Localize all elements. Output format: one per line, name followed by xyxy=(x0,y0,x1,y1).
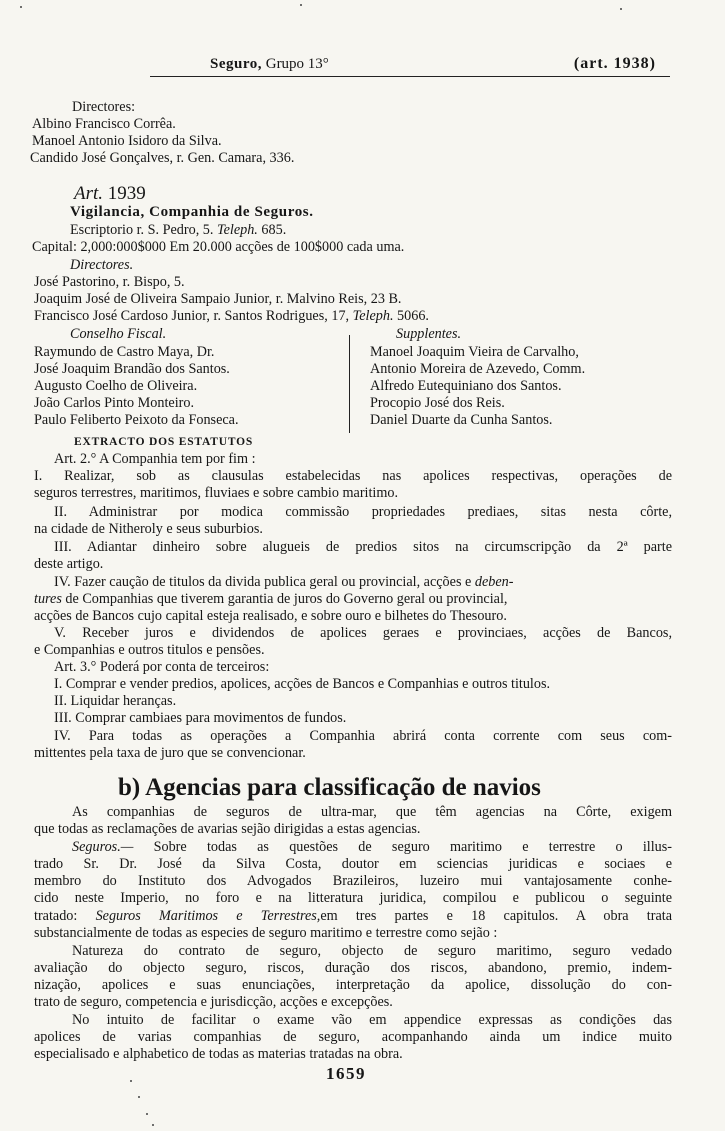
scan-speck xyxy=(138,1096,140,1098)
statute-line-text: de Companhias que tiverem garantia de juros do Governo geral ou provincial, xyxy=(65,591,508,607)
section-paragraph-line: nização, apolices e suas enunciações, interpretação da apolice, dissolução do con- xyxy=(34,977,672,993)
article-heading xyxy=(74,183,146,205)
statute-line: deste artigo. xyxy=(34,556,104,572)
statute-line: seguros terrestres, maritimos, fluviaes e sobre cambio maritimo. xyxy=(34,485,399,501)
director-line: Joaquim José de Oliveira Sampaio Junior, r. Malvino Reis, 23 B. xyxy=(34,291,402,307)
fiscal-member: José Joaquim Brandão dos Santos. xyxy=(34,361,230,377)
statute-line: II. Administrar por modica commissão propriedades prediaes, sitas nesta côrte, xyxy=(54,504,672,520)
scan-speck xyxy=(152,1124,154,1126)
section-paragraph-line: que todas as reclamações de avarias sejão dirigidas a estas agencias. xyxy=(34,821,421,837)
fiscal-member: Raymundo de Castro Maya, Dr. xyxy=(34,344,215,360)
prev-director-line: Candido José Gonçalves, r. Gen. Camara, 336. xyxy=(30,150,295,166)
director-teleph-label: Teleph. xyxy=(352,308,394,324)
supplente-member: Daniel Duarte da Cunha Santos. xyxy=(370,412,553,428)
statute-line: I. Realizar, sob as clausulas estabelecidas nas apolices respectivas, operações de xyxy=(34,468,672,484)
section-paragraph-line: As companhias de seguros de ultra-mar, que têm agencias na Côrte, exigem xyxy=(72,804,672,820)
header-article-ref: (art. 1938) xyxy=(573,55,656,72)
section-paragraph-text: Sobre todas as questões de seguro maritimo e terrestre o illus- xyxy=(153,839,673,855)
fiscal-member: Augusto Coelho de Oliveira. xyxy=(34,378,198,394)
director-line xyxy=(34,308,429,324)
debentures-word-end: tures xyxy=(34,591,62,607)
statute-line: Art. 3.° Poderá por conta de terceiros: xyxy=(54,659,270,675)
director-line-text: Francisco José Cardoso Junior, r. Santos Rodrigues, 17, xyxy=(34,308,350,324)
section-paragraph-line: especialisado e alphabetico de todas as materias tratadas na obra. xyxy=(34,1046,403,1062)
scan-speck xyxy=(620,8,622,10)
section-paragraph-line: trado Sr. Dr. José da Silva Costa, doutor em sciencias juridicas e sociaes e xyxy=(34,856,672,872)
tratado-label: tratado: xyxy=(34,908,78,924)
statute-line: IV. Para todas as operações a Companhia abrirá conta corrente com seus com- xyxy=(54,728,672,744)
supplentes-heading: Supplentes. xyxy=(396,326,462,342)
section-paragraph-line: avaliação do objecto seguro, riscos, duração dos riscos, abandono, premio, indem- xyxy=(34,960,672,976)
section-paragraph-text: em tres partes e 18 capitulos. A obra trata xyxy=(320,908,673,924)
supplente-member: Alfredo Eutequiniano dos Santos. xyxy=(370,378,562,394)
section-paragraph-line: apolices de varias companhias de seguro, acompanhando ainda um indice muito xyxy=(34,1029,672,1045)
running-header xyxy=(150,52,670,77)
section-paragraph-line: trato de seguro, competencia e jurisdicção, acções e excepções. xyxy=(34,994,393,1010)
company-capital: Capital: 2,000:000$000 Em 20.000 acções de 100$000 cada uma. xyxy=(32,239,405,255)
book-title: Seguros Maritimos e Terrestres, xyxy=(95,908,321,924)
scan-speck xyxy=(300,4,302,6)
section-paragraph-line xyxy=(72,839,672,855)
office-address: Escriptorio r. S. Pedro, 5. xyxy=(70,222,214,238)
scan-speck xyxy=(146,1113,148,1115)
section-paragraph-line: No intuito de facilitar o exame vão em appendice expressas as condições das xyxy=(72,1012,672,1028)
column-divider xyxy=(349,335,350,433)
company-office xyxy=(70,222,286,238)
page-number: 1659 xyxy=(326,1064,366,1083)
office-teleph-label: Teleph. xyxy=(217,222,258,238)
statute-line: III. Adiantar dinheiro sobre alugueis de predios sitos na circumscripção da 2ª parte xyxy=(54,539,672,555)
office-teleph-number: 685. xyxy=(261,222,287,238)
fiscal-member: João Carlos Pinto Monteiro. xyxy=(34,395,194,411)
scan-speck xyxy=(20,6,22,8)
article-number: 1939 xyxy=(107,183,146,204)
statute-line xyxy=(34,591,507,607)
section-title: b) Agencias para classificação de navios xyxy=(118,774,541,801)
statutes-heading: EXTRACTO DOS ESTATUTOS xyxy=(74,436,254,448)
seguros-lead: Seguros.— xyxy=(72,839,134,855)
article-label: Art. xyxy=(74,183,104,204)
section-paragraph-line: membro do Instituto dos Advogados Brazileiros, luzeiro mui vantajosamente conhe- xyxy=(34,873,672,889)
section-paragraph-line xyxy=(34,908,672,924)
prev-director-line: Albino Francisco Corrêa. xyxy=(32,116,176,132)
directors-heading: Directores. xyxy=(70,257,134,273)
supplente-member: Antonio Moreira de Azevedo, Comm. xyxy=(370,361,586,377)
section-paragraph-line: substancialmente de todas as especies de seguro maritimo e terrestre como sejão : xyxy=(34,925,498,941)
company-name: Vigilancia, Companhia de Seguros. xyxy=(70,204,314,220)
supplente-member: Manoel Joaquim Vieira de Carvalho, xyxy=(370,344,579,360)
header-title-bold: Seguro, xyxy=(210,56,262,72)
statute-line: na cidade de Nitheroly e seus suburbios. xyxy=(34,521,263,537)
statute-line: II. Liquidar heranças. xyxy=(54,693,177,709)
statute-line: acções de Bancos cujo capital esteja realisado, e sobre ouro e bilhetes do Thesouro. xyxy=(34,608,507,624)
prev-director-line: Manoel Antonio Isidoro da Silva. xyxy=(32,133,222,149)
header-title xyxy=(210,56,329,73)
section-paragraph-line: cido neste Imperio, no foro e na litteratura juridica, compilou e publicou o seguinte xyxy=(34,890,672,906)
statute-line-text: IV. Fazer caução de titulos da divida publica geral ou provincial, acções e xyxy=(54,574,472,590)
statute-line: III. Comprar cambiaes para movimentos de fundos. xyxy=(54,710,347,726)
debentures-word-start: deben- xyxy=(474,574,514,590)
prev-directors-heading: Directores: xyxy=(72,99,136,115)
director-line: José Pastorino, r. Bispo, 5. xyxy=(34,274,185,290)
statute-line: mittentes pela taxa de juro que se convencionar. xyxy=(34,745,306,761)
statute-line: e Companhias e outros titulos e pensões. xyxy=(34,642,265,658)
supplente-member: Procopio José dos Reis. xyxy=(370,395,505,411)
fiscal-member: Paulo Feliberto Peixoto da Fonseca. xyxy=(34,412,239,428)
header-title-rest: Grupo 13° xyxy=(265,56,329,72)
section-paragraph-line: Natureza do contrato de seguro, objecto de seguro maritimo, seguro vedado xyxy=(72,943,672,959)
statute-line: Art. 2.° A Companhia tem por fim : xyxy=(54,451,256,467)
fiscal-heading: Conselho Fiscal. xyxy=(70,326,167,342)
statute-line: I. Comprar e vender predios, apolices, acções de Bancos e Companhias e outros titulos. xyxy=(54,676,551,692)
scan-speck xyxy=(130,1080,132,1082)
director-teleph-number: 5066. xyxy=(397,308,429,324)
statute-line: V. Receber juros e dividendos de apolices geraes e provinciaes, acções de Bancos, xyxy=(54,625,672,641)
statute-line xyxy=(54,574,513,590)
